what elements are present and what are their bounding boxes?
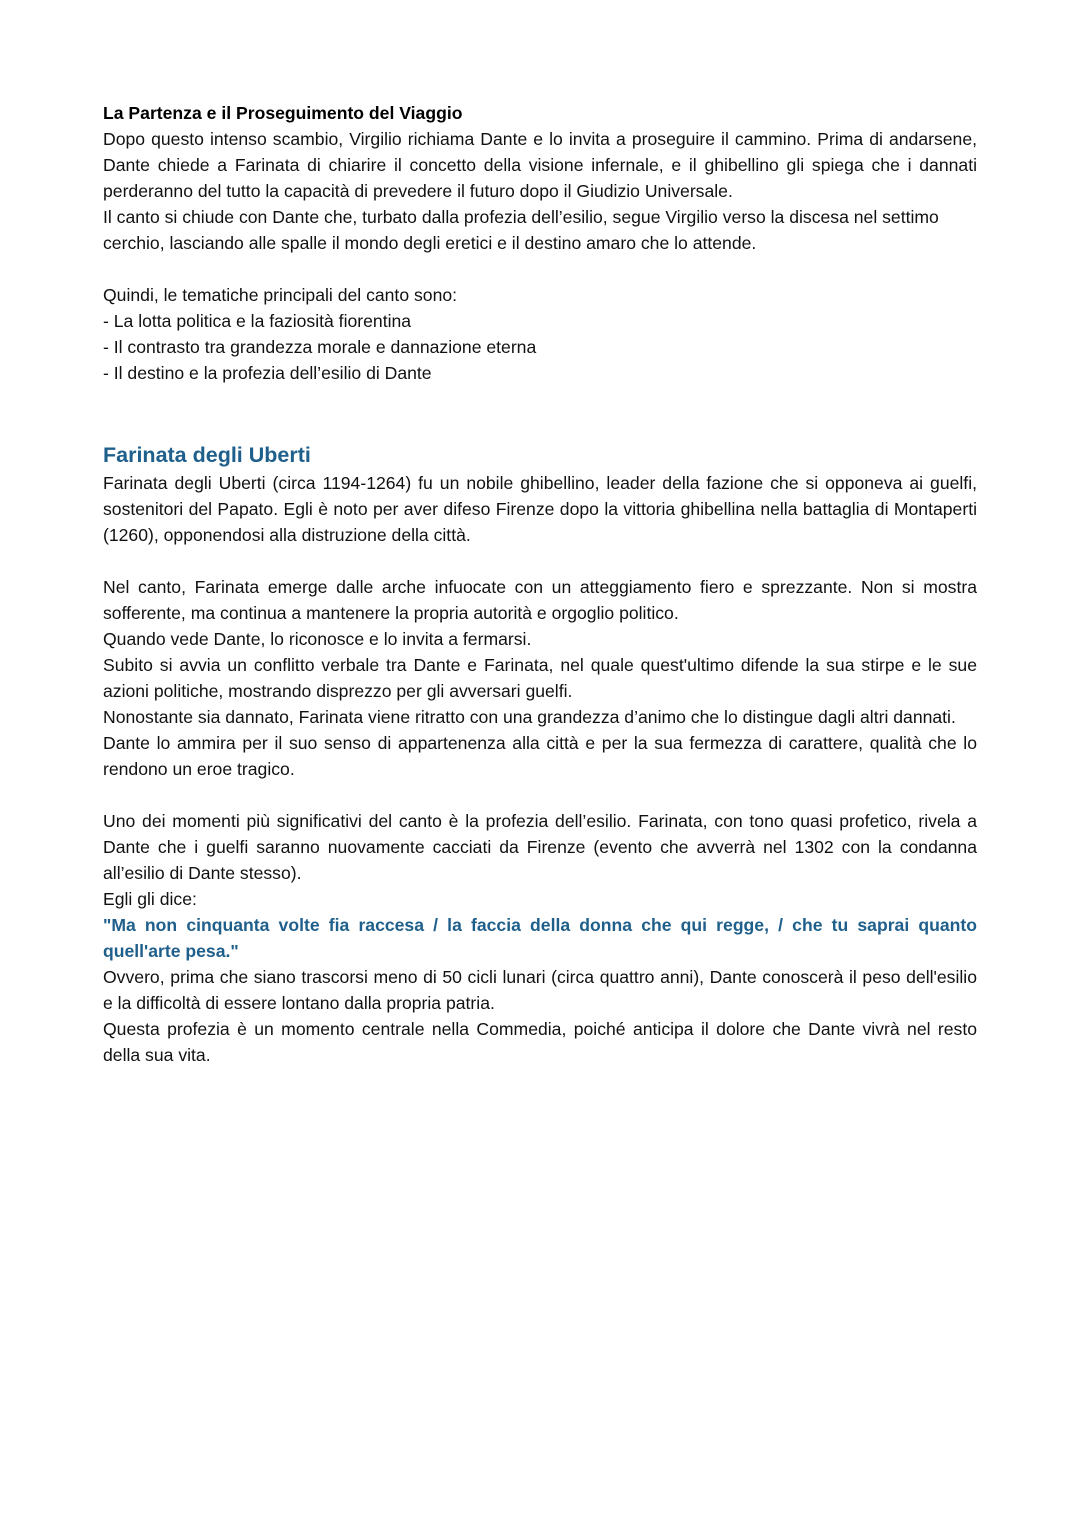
list-item: - Il contrasto tra grandezza morale e dannazione eterna [103, 337, 537, 357]
spacer [103, 782, 977, 808]
quote-verse: "Ma non cinquanta volte fia raccesa / la faccia della donna che qui regge, / che tu saprai quanto quell'arte pesa." [103, 915, 977, 961]
paragraph-prophecy-3: Ovvero, prima che siano trascorsi meno di 50 cicli lunari (circa quattro anni), Dante conoscerà il peso dell'esilio e la difficoltà di essere lontano dalla propria patria. [103, 967, 977, 1013]
themes-intro: Quindi, le tematiche principali del canto sono: [103, 285, 458, 305]
document-page [103, 100, 977, 1068]
paragraph-canto-2: Quando vede Dante, lo riconosce e lo invita a fermarsi. [103, 629, 532, 649]
section-heading: Farinata degli Uberti [103, 443, 311, 467]
paragraph-departure: Dopo questo intenso scambio, Virgilio richiama Dante e lo invita a proseguire il cammino. Prima di andarsene, Dante chiede a Farinata di chiarire il concetto della visione infernale, e il ghibellino gli spiega che i dannati perderanno del tutto la capacità di prevedere il futuro dopo il Giudizio Universale. [103, 129, 977, 201]
spacer [103, 548, 977, 574]
paragraph-canto-4: Nonostante sia dannato, Farinata viene ritratto con una grandezza d’animo che lo distingue dagli altri dannati. [103, 707, 956, 727]
themes-list [103, 308, 977, 386]
paragraph-prophecy-2: Egli gli dice: [103, 889, 197, 909]
list-item: - Il destino e la profezia dell’esilio di Dante [103, 363, 432, 383]
paragraph-farinata-intro: Farinata degli Uberti (circa 1194-1264) fu un nobile ghibellino, leader della fazione che si opponeva ai guelfi, sostenitori del Papato. Egli è noto per aver difeso Firenze dopo la vittoria ghibellina nella battaglia di Montaperti (1260), opponendosi alla distruzione della città. [103, 473, 977, 545]
paragraph-prophecy-1: Uno dei momenti più significativi del canto è la profezia dell’esilio. Farinata, con tono quasi profetico, rivela a Dante che i guelfi saranno nuovamente cacciati da Firenze (evento che avverrà nel 1302 con la condanna all’esilio di Dante stesso). [103, 811, 977, 883]
paragraph-canto-5: Dante lo ammira per il suo senso di appartenenza alla città e per la sua fermezza di carattere, qualità che lo rendono un eroe tragico. [103, 733, 977, 779]
paragraph-canto-3: Subito si avvia un conflitto verbale tra Dante e Farinata, nel quale quest'ultimo difende la sua stirpe e le sue azioni politiche, mostrando disprezzo per gli avversari guelfi. [103, 655, 977, 701]
paragraph-prophecy-4: Questa profezia è un momento centrale nella Commedia, poiché anticipa il dolore che Dante vivrà nel resto della sua vita. [103, 1019, 977, 1065]
paragraph-canto-1: Nel canto, Farinata emerge dalle arche infuocate con un atteggiamento fiero e sprezzante. Non si mostra sofferente, ma continua a mantenere la propria autorità e orgoglio politico. [103, 577, 977, 623]
spacer [103, 256, 977, 282]
list-item: - La lotta politica e la faziosità fiorentina [103, 311, 412, 331]
paragraph-canto-end: Il canto si chiude con Dante che, turbato dalla profezia dell’esilio, segue Virgilio verso la discesa nel settimo cerchio, lasciando alle spalle il mondo degli eretici e il destino amaro che lo attende. [103, 207, 939, 253]
section-subheading: La Partenza e il Proseguimento del Viaggio [103, 103, 463, 123]
